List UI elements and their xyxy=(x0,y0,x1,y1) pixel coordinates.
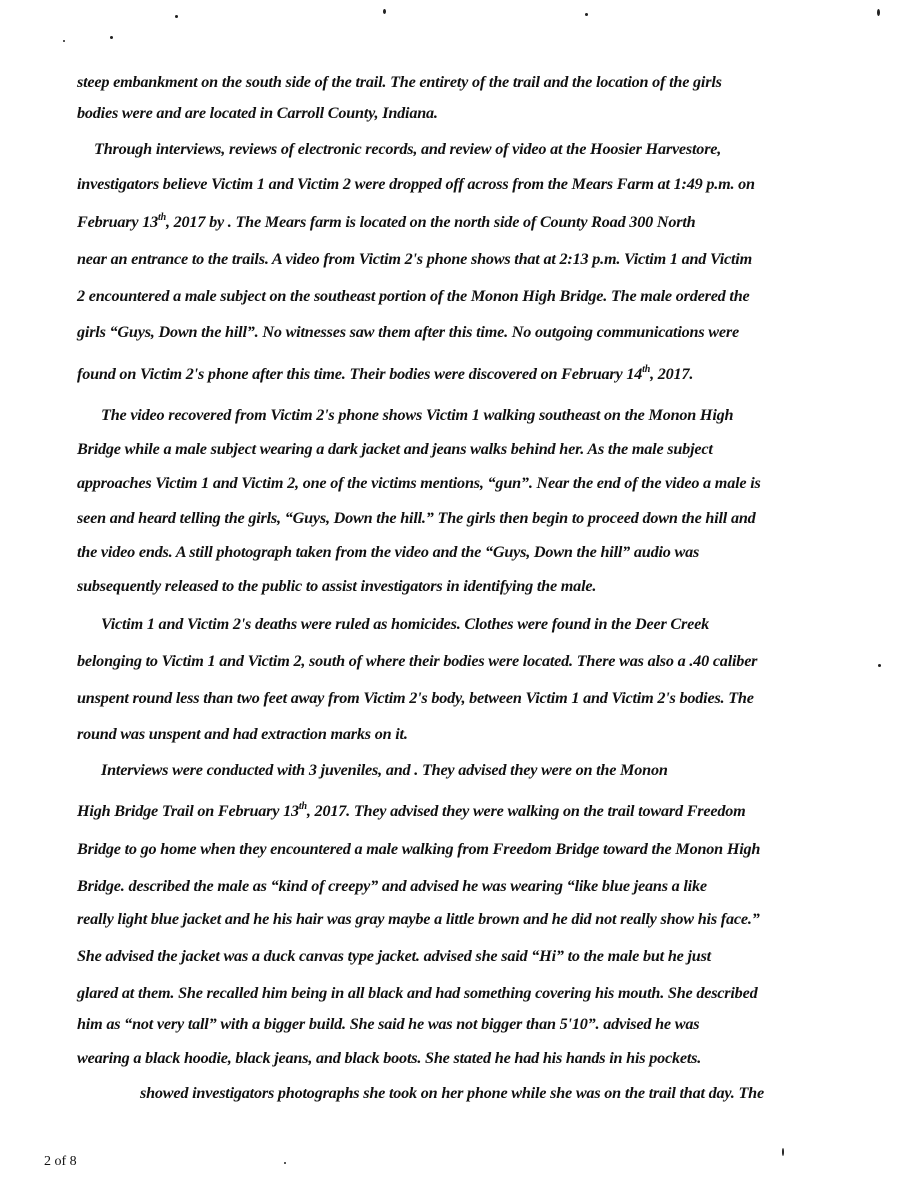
text-line: steep embankment on the south side of the trail. The entirety of the trail and the location of the girls xyxy=(77,73,722,91)
scan-speck xyxy=(878,664,881,667)
scan-speck xyxy=(63,40,65,42)
text-line: near an entrance to the trails. A video from Victim 2's phone shows that at 2:13 p.m. Victim 1 and Victim xyxy=(77,250,752,268)
text-line: belonging to Victim 1 and Victim 2, south of where their bodies were located. There was also a .40 caliber xyxy=(77,652,758,670)
text-line: investigators believe Victim 1 and Victim 2 were dropped off across from the Mears Farm at 1:49 p.m. on xyxy=(77,175,755,193)
text-line: unspent round less than two feet away from Victim 2's body, between Victim 1 and Victim 2's bodies. The xyxy=(77,689,754,707)
ordinal-suffix: th xyxy=(298,800,307,812)
text-line: glared at them. She recalled him being in all black and had something covering his mouth. She described xyxy=(77,984,758,1002)
text-segment: February 13 xyxy=(77,213,158,231)
text-segment: High Bridge Trail on February 13 xyxy=(77,802,299,820)
text-line xyxy=(77,212,695,232)
text-line: the video ends. A still photograph taken from the video and the “Guys, Down the hill” audio was xyxy=(77,543,700,561)
text-line: Bridge while a male subject wearing a dark jacket and jeans walks behind her. As the male subject xyxy=(77,440,713,458)
text-line: The video recovered from Victim 2's phone shows Victim 1 walking southeast on the Monon High xyxy=(101,406,734,424)
text-line: girls “Guys, Down the hill”. No witnesses saw them after this time. No outgoing communications were xyxy=(77,323,739,341)
text-line: Victim 1 and Victim 2's deaths were ruled as homicides. Clothes were found in the Deer Creek xyxy=(101,615,709,633)
text-line: seen and heard telling the girls, “Guys, Down the hill.” The girls then begin to proceed down the hill and xyxy=(77,509,756,527)
text-line: Interviews were conducted with 3 juveniles, and . They advised they were on the Monon xyxy=(101,761,668,779)
text-line: She advised the jacket was a duck canvas type jacket. advised she said “Hi” to the male but he just xyxy=(77,947,711,965)
scan-speck xyxy=(175,15,178,18)
text-line: Bridge. described the male as “kind of creepy” and advised he was wearing “like blue jeans a like xyxy=(77,877,707,895)
text-line: him as “not very tall” with a bigger build. She said he was not bigger than 5'10”. advised he was xyxy=(77,1015,700,1033)
text-line: subsequently released to the public to assist investigators in identifying the male. xyxy=(77,577,597,595)
text-line: approaches Victim 1 and Victim 2, one of the victims mentions, “gun”. Near the end of the video a male is xyxy=(77,474,761,492)
text-line: showed investigators photographs she took on her phone while she was on the trail that day. The xyxy=(140,1084,764,1102)
text-line: wearing a black hoodie, black jeans, and black boots. She stated he had his hands in his pockets. xyxy=(77,1049,702,1067)
ordinal-suffix: th xyxy=(642,363,651,375)
scan-speck xyxy=(383,9,386,14)
text-segment: , 2017. They advised they were walking on the trail toward Freedom xyxy=(306,802,746,820)
text-line: Through interviews, reviews of electronic records, and review of video at the Hoosier Harvestore, xyxy=(94,140,722,158)
text-segment: , 2017. xyxy=(650,365,694,383)
text-line xyxy=(77,364,693,384)
scan-speck xyxy=(284,1162,286,1164)
text-line xyxy=(77,801,746,821)
text-line: really light blue jacket and he his hair was gray maybe a little brown and he did not really show his face.” xyxy=(77,910,760,928)
text-line: round was unspent and had extraction marks on it. xyxy=(77,725,408,743)
text-line: Bridge to go home when they encountered a male walking from Freedom Bridge toward the Monon High xyxy=(77,840,761,858)
text-line: bodies were and are located in Carroll County, Indiana. xyxy=(77,104,438,122)
scan-speck xyxy=(877,9,880,16)
scan-speck xyxy=(782,1148,784,1156)
text-segment: found on Victim 2's phone after this time. Their bodies were discovered on February 14 xyxy=(77,365,643,383)
text-segment: , 2017 by . The Mears farm is located on the north side of County Road 300 North xyxy=(165,213,696,231)
text-line: 2 encountered a male subject on the southeast portion of the Monon High Bridge. The male ordered the xyxy=(77,287,750,305)
ordinal-suffix: th xyxy=(158,211,166,223)
page-number: 2 of 8 xyxy=(44,1154,77,1169)
scan-speck xyxy=(110,36,113,39)
scan-speck xyxy=(585,13,588,16)
